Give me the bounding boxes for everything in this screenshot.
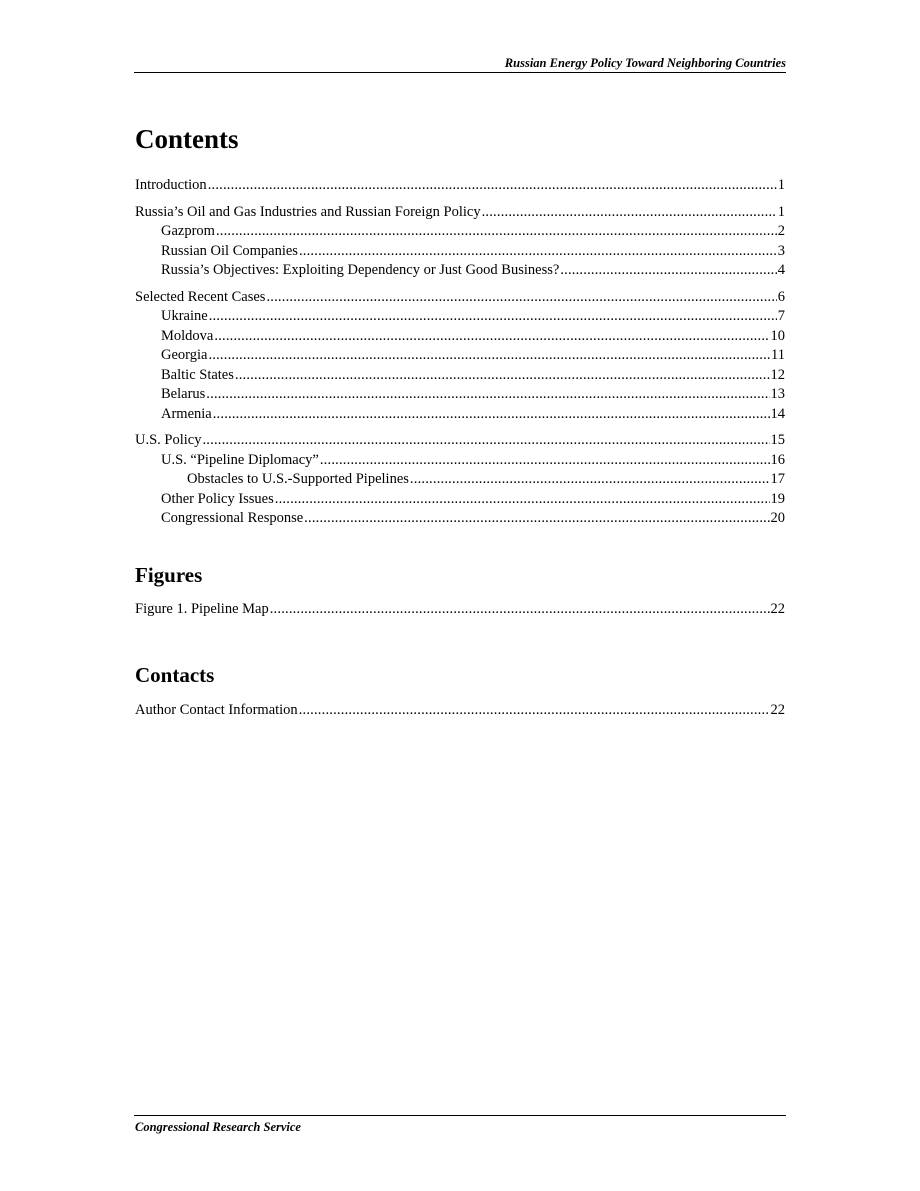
- toc-entry[interactable]: [135, 327, 785, 347]
- toc-entry-page: 22: [770, 702, 785, 718]
- running-header: Russian Energy Policy Toward Neighboring Countries: [504, 56, 786, 70]
- dot-leader: [209, 307, 777, 327]
- toc-entry-page: 1: [777, 203, 785, 220]
- toc-entry[interactable]: [135, 346, 785, 366]
- toc-entry[interactable]: [135, 288, 785, 308]
- figures-heading: Figures: [135, 563, 203, 587]
- header-rule: [134, 72, 786, 73]
- toc-entry-title: Russia’s Objectives: Exploiting Dependency or Just Good Business?: [161, 262, 560, 278]
- toc-entry[interactable]: [135, 509, 785, 529]
- toc-entry[interactable]: [135, 242, 785, 262]
- toc-entry[interactable]: [135, 366, 785, 386]
- toc-entry-title: Introduction: [135, 177, 207, 193]
- dot-leader: [410, 470, 770, 490]
- toc-entry[interactable]: [135, 600, 785, 620]
- toc-entry-page: 15: [770, 432, 785, 448]
- toc-entry-page: 19: [770, 490, 785, 507]
- toc-entry[interactable]: [135, 222, 785, 242]
- contacts-list: [135, 701, 785, 721]
- toc-entry[interactable]: [135, 470, 785, 490]
- contents-list: [135, 176, 785, 529]
- toc-entry-page: 12: [770, 366, 785, 383]
- figures-list: [135, 600, 785, 620]
- dot-leader: [560, 261, 776, 281]
- toc-entry[interactable]: [135, 307, 785, 327]
- toc-entry-page: 6: [777, 288, 785, 305]
- contents-heading: Contents: [135, 124, 239, 154]
- toc-entry-page: 16: [770, 451, 785, 468]
- dot-leader: [482, 203, 777, 223]
- running-footer: Congressional Research Service: [135, 1120, 301, 1134]
- toc-entry-title: Selected Recent Cases: [135, 288, 266, 305]
- toc-entry-page: 7: [777, 308, 785, 324]
- toc-entry-title: Belarus: [161, 386, 206, 402]
- toc-entry-title: Author Contact Information: [135, 702, 298, 718]
- toc-entry[interactable]: [135, 490, 785, 510]
- toc-entry-title: U.S. Policy: [135, 432, 202, 448]
- toc-entry-title: U.S. “Pipeline Diplomacy”: [161, 451, 319, 468]
- dot-leader: [270, 600, 770, 620]
- dot-leader: [213, 405, 770, 425]
- toc-entry-title: Congressional Response: [161, 510, 304, 526]
- dot-leader: [216, 222, 777, 242]
- toc-entry-page: 20: [770, 510, 785, 526]
- toc-entry-title: Ukraine: [161, 308, 208, 324]
- dot-leader: [320, 451, 770, 471]
- toc-entry-page: 1: [777, 177, 785, 193]
- toc-entry[interactable]: [135, 261, 785, 281]
- dot-leader: [214, 327, 769, 347]
- toc-entry-page: 4: [777, 262, 785, 278]
- toc-entry-title: Figure 1. Pipeline Map: [135, 601, 269, 617]
- toc-entry[interactable]: [135, 451, 785, 471]
- toc-entry-page: 13: [770, 386, 785, 402]
- toc-entry-title: Russian Oil Companies: [161, 242, 298, 259]
- footer-rule: [134, 1115, 786, 1116]
- toc-entry[interactable]: [135, 176, 785, 196]
- toc-entry-page: 17: [770, 471, 785, 487]
- contacts-heading: Contacts: [135, 663, 215, 687]
- toc-entry-page: 22: [770, 601, 785, 617]
- toc-entry-title: Baltic States: [161, 366, 234, 383]
- toc-entry-page: 2: [777, 223, 785, 239]
- dot-leader: [208, 176, 777, 196]
- dot-leader: [299, 242, 777, 262]
- toc-entry-title: Other Policy Issues: [161, 490, 274, 507]
- toc-entry-title: Georgia: [161, 347, 208, 363]
- toc-entry[interactable]: [135, 701, 785, 721]
- toc-entry-title: Obstacles to U.S.-Supported Pipelines: [187, 471, 409, 487]
- toc-entry-page: 10: [770, 327, 785, 344]
- dot-leader: [202, 431, 769, 451]
- dot-leader: [304, 509, 769, 529]
- toc-entry[interactable]: [135, 385, 785, 405]
- toc-entry-title: Gazprom: [161, 223, 215, 239]
- toc-entry[interactable]: [135, 431, 785, 451]
- toc-entry-page: 11: [771, 347, 785, 363]
- dot-leader: [208, 346, 770, 366]
- dot-leader: [275, 490, 770, 510]
- toc-entry-page: 14: [770, 405, 785, 422]
- toc-entry[interactable]: [135, 405, 785, 425]
- toc-entry-title: Armenia: [161, 405, 212, 422]
- dot-leader: [266, 288, 776, 308]
- dot-leader: [235, 366, 770, 386]
- toc-entry-title: Russia’s Oil and Gas Industries and Russian Foreign Policy: [135, 203, 481, 220]
- dot-leader: [299, 701, 770, 721]
- toc-entry[interactable]: [135, 203, 785, 223]
- toc-entry-title: Moldova: [161, 327, 214, 344]
- dot-leader: [206, 385, 769, 405]
- toc-entry-page: 3: [777, 242, 785, 259]
